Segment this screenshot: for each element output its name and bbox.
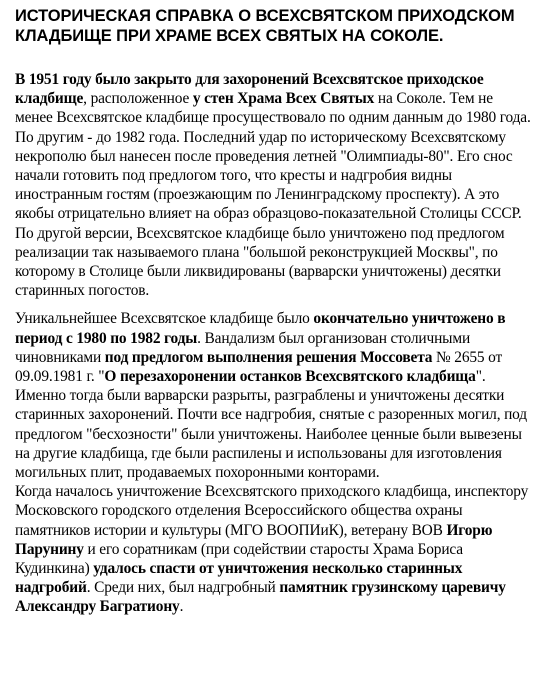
closure-date-bold: В 1951 году было закрыто для захоронений Всехсвятское приходское кладбище: [15, 71, 484, 108]
document-title: ИСТОРИЧЕСКАЯ СПРАВКА О ВСЕХСВЯТСКОМ ПРИХОДСКОМ КЛАДБИЩЕ ПРИ ХРАМЕ ВСЕХ СВЯТЫХ НА СОКОЛЕ.: [15, 7, 515, 45]
destruction-period-bold: окончательно уничтожено в период с 1980 по 1982 годы: [15, 310, 506, 347]
paragraph-destruction: Уникальнейшее Всехсвятское кладбище было окончательно уничтожено в период с 1980 по 1982 годы. Вандализм был организован столичными чиновниками под предлогом выполнения решения Моссовета № 2655 от 09.09.1981 г. "О перезахоронении останков Всехсвятского кладбища". Именно тогда были варварски разрыты, разграблены и уничтожены десятки старинных захоронений. Почти все надгробия, снятые с разоренных могил, под предлогом "бесхозности" были уничтожены. Наиболее ценные были вывезены на другие кладбища, где были распилены и использованы для изготовления могильных плит, продаваемых похоронными конторами. Когда началось уничтожение Всехсвятского приходского кладбища, инспектору Московского городского отделения Всероссийского общества охраны памятников истории и культуры (МГО ВООПИиК), ветерану ВОВ Игорю Парунину и его соратникам (при содействии старосты Храма Бориса Кудинкина) удалось спасти от уничтожения несколько старинных надгробий. Среди них, был надгробный памятник грузинскому царевичу Александру Багратиону.: [15, 310, 529, 616]
decision-title-bold: О перезахоронении останков Всехсвятского кладбища: [104, 368, 476, 386]
saved-tombstones-bold: удалось спасти от уничтожения несколько старинных надгробий: [15, 560, 463, 597]
paragraph-closure-history: В 1951 году было закрыто для захоронений Всехсвятское приходское кладбище, расположенное у стен Храма Всех Святых на Соколе. Тем не менее Всехсвятское кладбище просуществовало по одним данным до 1980 года. По другим - до 1982 года. Последний удар по историческому Всехсвятскому некрополю был нанесен после проведения летней "Олимпиады-80". Его снос начали готовить под предлогом того, что кресты и надгробия видны иностранным гостям (проезжающим по Ленинградскому проспекту). А это якобы отрицательно влияет на образ образцово-показательной Столицы СССР. По другой версии, Всехсвятское кладбище было уничтожено под предлогом реализации так называемого плана "большой реконструкцией Москвы", по которому в Столице были ликвидированы (варварски уничтожены) десятки старинных погостов.: [15, 71, 531, 300]
parunin-name-bold: Игорю Парунину: [15, 521, 493, 558]
mossovet-decision-bold: под предлогом выполнения решения Моссовета: [104, 348, 433, 366]
bagration-monument-bold: памятник грузинскому царевичу Александру Багратиону: [15, 579, 506, 616]
church-walls-bold: у стен Храма Всех Святых: [192, 90, 375, 108]
